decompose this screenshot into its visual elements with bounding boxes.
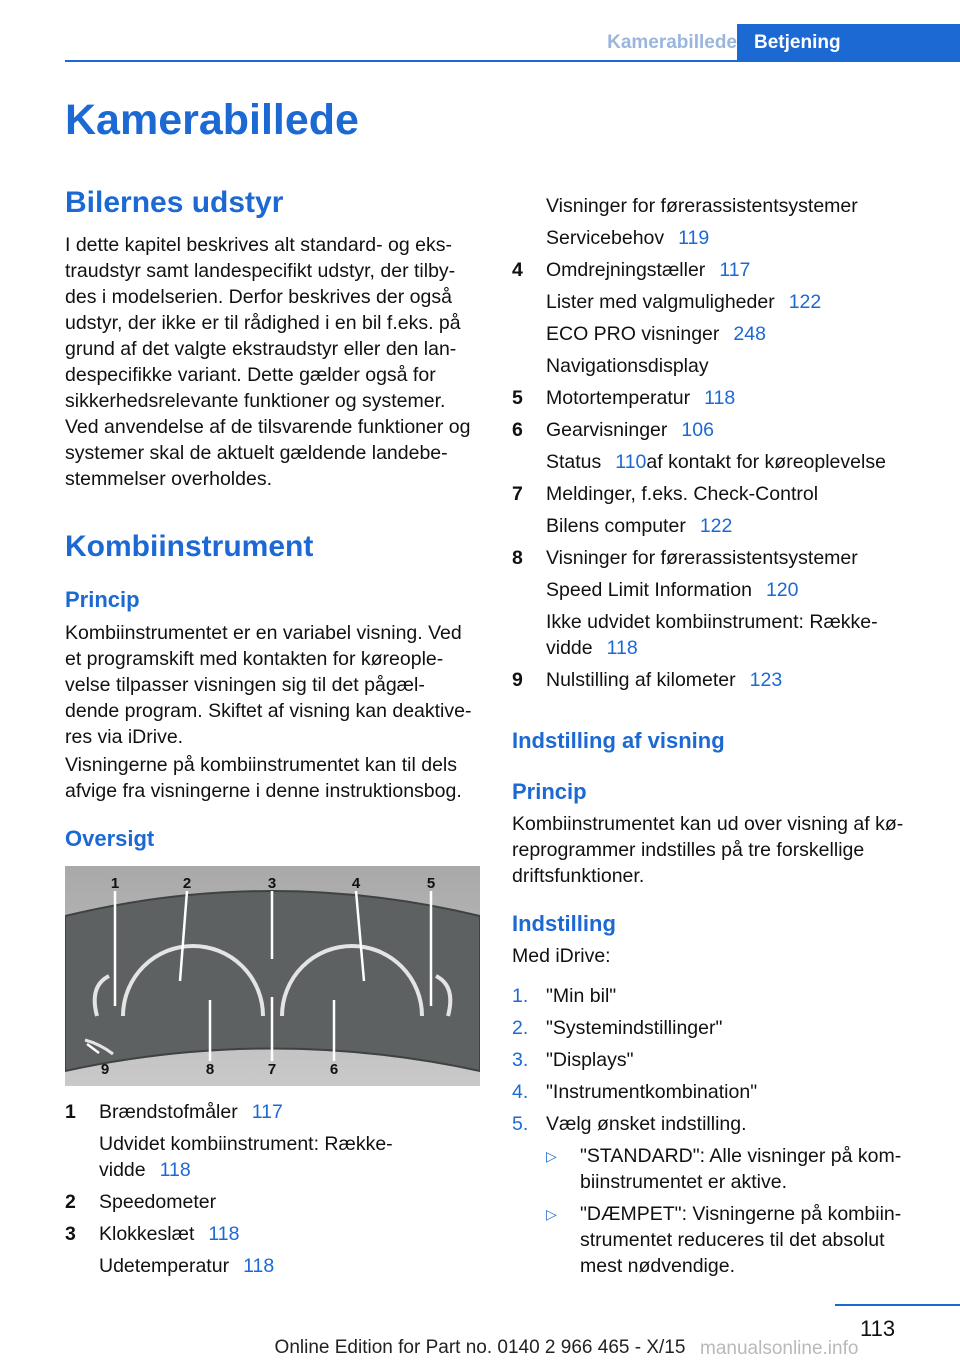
option-standard: "STANDARD": Alle visninger på kom‐ biinstrumentet er aktive. [580,1145,902,1193]
page-ref-link[interactable]: 123 [749,669,783,691]
callout-3: 3 [267,875,277,892]
principle-paragraph: Kombiinstrumentet er en variabel visning. Ved et programskift med kontakten for køreople‐ velse tilpasser visningen sig til det pågæl‐ dende program. Skiftet af visning kan deaktive‐ res via iDrive. [65,622,472,748]
page-title: Kamerabillede [65,96,359,144]
step-number: 3. [512,1049,529,1071]
legend-item: Visninger for førerassistentsystemer [546,547,858,569]
page-ref-link[interactable]: 122 [788,291,822,313]
legend-item: Nulstilling af kilometer 123 [546,669,783,691]
legend-item: Ikke udvidet kombiinstrument: Række‐ [546,611,878,633]
callout-9: 9 [100,1061,110,1078]
option-dimmed: "DÆMPET": Visningerne på kombiin‐ strumentet reduceres til det absolut mest nødvendige. [580,1203,902,1277]
callout-2: 2 [182,875,192,892]
page-ref-link[interactable]: 119 [678,227,710,249]
step-text: Vælg ønsket indstilling. [546,1113,747,1135]
page-ref-link[interactable]: 110 [615,451,647,473]
principle-paragraph-2: Visningerne på kombiinstrumentet kan til dels afvige fra visningerne i denne instruktionsbog. [65,754,462,802]
legend-item: ECO PRO visninger 248 [546,323,766,345]
watermark: manualsonline.info [700,1338,859,1359]
step-number: 5. [512,1113,529,1135]
idrive-label: Med iDrive: [512,945,611,967]
triangle-bullet-icon: ▷ [546,1148,557,1164]
legend-item: Speed Limit Information 120 [546,579,799,601]
legend-number: 9 [512,669,523,691]
legend-number: 2 [65,1191,76,1213]
edition-text: Online Edition for Part no. 0140 2 966 465 - X/15 [274,1337,686,1358]
heading-cluster: Kombiinstrument [65,530,314,563]
step-number: 4. [512,1081,529,1103]
heading-setting: Indstilling [512,911,616,936]
page-ref-link[interactable]: 120 [765,579,799,601]
triangle-bullet-icon: ▷ [546,1206,557,1222]
legend-item: Navigationsdisplay [546,355,709,377]
legend-item: Status 110af kontakt for køreoplevelse [546,451,886,473]
legend-item: Udvidet kombiinstrument: Række‐ [99,1133,393,1155]
page-ref-link[interactable]: 117 [719,259,751,281]
page-ref-link[interactable]: 118 [243,1255,275,1277]
callout-4: 4 [351,875,361,892]
step-text: "Min bil" [546,985,617,1007]
heading-principle-right: Princip [512,779,587,804]
heading-overview: Oversigt [65,826,155,851]
legend-number: 7 [512,483,523,505]
legend-item: Klokkeslæt 118 [99,1223,240,1245]
step-text: "Systemindstillinger" [546,1017,723,1039]
legend-number: 8 [512,547,523,569]
legend-item: Visninger for førerassistentsystemer [546,195,858,217]
legend-item: Gearvisninger 106 [546,419,714,441]
page-ref-link[interactable]: 117 [251,1101,283,1123]
legend-item: vidde 118 [546,637,638,659]
step-number: 2. [512,1017,529,1039]
header-rule [65,60,960,62]
page-number: 113 [860,1316,896,1341]
legend-item: Speedometer [99,1191,217,1213]
page-ref-link[interactable]: 106 [681,419,714,441]
callout-6: 6 [329,1061,339,1078]
legend-item: Brændstofmåler 117 [99,1101,283,1123]
heading-equipment: Bilernes udstyr [65,186,284,219]
legend-item: Bilens computer 122 [546,515,733,537]
step-text: "Displays" [546,1049,634,1071]
step-number: 1. [512,985,529,1007]
page-ref-link[interactable]: 122 [699,515,733,537]
page-ref-link[interactable]: 118 [704,387,736,409]
legend-item: Servicebehov 119 [546,227,710,249]
principle-right-paragraph: Kombiinstrumentet kan ud over visning af kø‐ reprogrammer indstilles på tre forskellige driftsfunktioner. [512,813,904,887]
legend-item: Udetemperatur 118 [99,1255,275,1277]
heading-principle: Princip [65,587,140,612]
callout-7: 7 [267,1061,277,1078]
page-ref-link[interactable]: 118 [208,1223,240,1245]
callout-1: 1 [110,875,120,892]
legend-item: Lister med valgmuligheder 122 [546,291,822,313]
legend-item: Meldinger, f.eks. Check-Control [546,483,819,505]
header-section-tab: Kamerabillede [607,32,737,53]
instrument-cluster-figure [65,866,480,1086]
step-text: "Instrumentkombination" [546,1081,758,1103]
callout-8: 8 [205,1061,215,1078]
legend-number: 3 [65,1223,76,1245]
legend-number: 1 [65,1101,76,1123]
legend-number: 5 [512,387,523,409]
heading-setting-display: Indstilling af visning [512,728,725,753]
legend-item: Omdrejningstæller 117 [546,259,751,281]
page-ref-link[interactable]: 118 [159,1159,191,1181]
legend-item: Motortemperatur 118 [546,387,736,409]
legend-item: vidde 118 [99,1159,191,1181]
legend-number: 6 [512,419,523,441]
legend-number: 4 [512,259,523,281]
equipment-paragraph: I dette kapitel beskrives alt standard- og eks‐ traudstyr samt landespecifikt udstyr, der tilby‐ des i modelserien. Derfor beskrives der også udstyr, der ikke er til rådighed i en bil f.eks. på grund af det valgte ekstraudstyr eller den lan‐ despecifikke variant. Dette gælder også for sikkerhedsrelevante funktioner og systemer. Ved anvendelse af de tilsvarende funktioner og systemer skal de aktuelt gældende landebe‐ stemmelser overholdes. [65,234,471,490]
callout-5: 5 [426,875,436,892]
header-chapter-tab: Betjening [737,24,960,62]
page-ref-link[interactable]: 118 [606,637,638,659]
footer-rule [835,1304,960,1306]
page-ref-link[interactable]: 248 [733,323,766,345]
